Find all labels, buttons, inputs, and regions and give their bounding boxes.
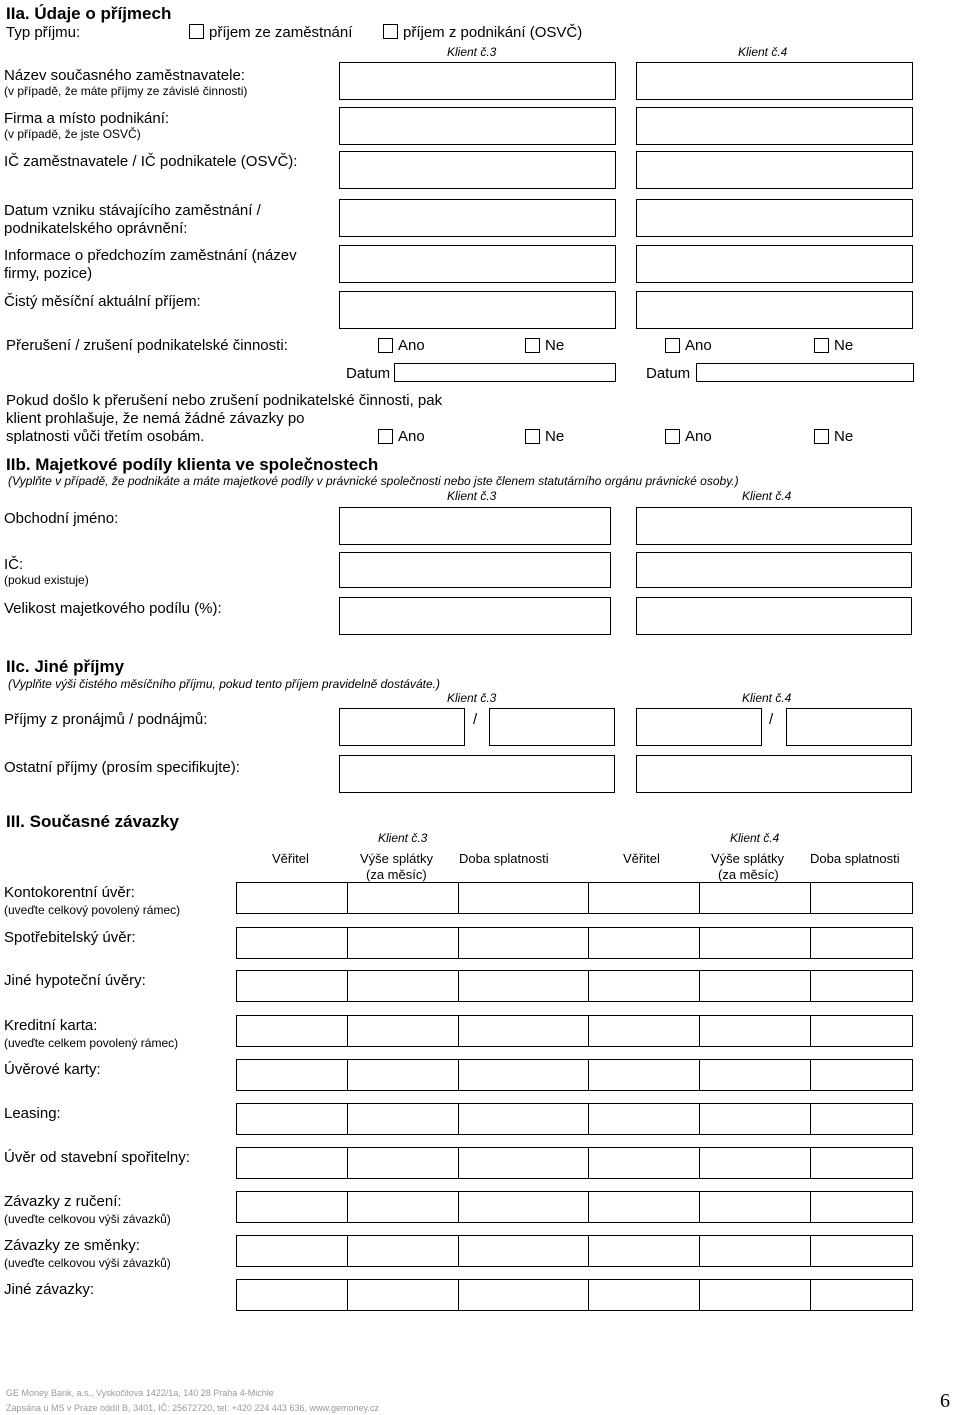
decl-yes-client3-label: Ano <box>398 428 425 445</box>
liability-payment-client3-field[interactable] <box>347 882 459 914</box>
firm-field-client4[interactable] <box>636 107 913 145</box>
employer-label: Název současného zaměstnavatele: <box>4 67 245 84</box>
liability-payment-client3-field[interactable] <box>347 1015 459 1047</box>
prev-label-1: Informace o předchozím zaměstnání (název <box>4 247 297 264</box>
liability-creditor-client4-field[interactable] <box>588 927 700 959</box>
section-c-note: (Vyplňte výši čistého měsíčního příjmu, pokud tento příjem pravidelně dostáváte.) <box>8 677 440 691</box>
liability-creditor-client3-field[interactable] <box>236 1059 348 1091</box>
decl-yes-client4-checkbox[interactable] <box>665 429 680 444</box>
liability-payment-client3-field[interactable] <box>347 927 459 959</box>
section-b-note: (Vyplňte v případě, že podnikáte a máte majetkové podíly v právnické společnosti nebo jste členem statutárního orgánu právnické osoby.) <box>8 474 739 488</box>
liability-creditor-client3-field[interactable] <box>236 882 348 914</box>
liability-label: Kreditní karta: <box>4 1017 98 1034</box>
liability-creditor-client3-field[interactable] <box>236 927 348 959</box>
rent-field-client3-b[interactable] <box>489 708 615 746</box>
date-label-2: podnikatelského oprávnění: <box>4 220 188 237</box>
liability-creditor-client4-field[interactable] <box>588 1235 700 1267</box>
liability-creditor-client4-field[interactable] <box>588 1059 700 1091</box>
company-ic-field-client3[interactable] <box>339 552 611 588</box>
section-3-title: III. Současné závazky <box>6 812 179 831</box>
other-income-field-client4[interactable] <box>636 755 912 793</box>
col-maturity-client3: Doba splatnosti <box>459 851 549 866</box>
rent-slash-client3: / <box>473 711 478 728</box>
ic-field-client4[interactable] <box>636 151 913 189</box>
liability-creditor-client4-field[interactable] <box>588 1147 700 1179</box>
liability-maturity-client4-field[interactable] <box>810 1235 913 1267</box>
col-payment-unit-client4: (za měsíc) <box>718 867 779 882</box>
interrupt-no-client3-label: Ne <box>545 337 565 354</box>
liability-payment-client4-field[interactable] <box>699 1147 811 1179</box>
decl-no-client4-label: Ne <box>834 428 854 445</box>
client4-header: Klient č.4 <box>738 45 788 59</box>
decl-yes-client3-checkbox[interactable] <box>378 429 393 444</box>
opt-business-label: příjem z podnikání (OSVČ) <box>403 24 583 41</box>
employer-field-client3[interactable] <box>339 62 616 100</box>
prev-field-client4[interactable] <box>636 245 913 283</box>
date-field-client4[interactable] <box>636 199 913 237</box>
rent-field-client4-a[interactable] <box>636 708 762 746</box>
rent-label: Příjmy z pronájmů / podnájmů: <box>4 711 208 728</box>
liability-maturity-client4-field[interactable] <box>810 1279 913 1311</box>
share-field-client4[interactable] <box>636 597 912 635</box>
datum-client3-label: Datum <box>346 365 391 382</box>
liability-payment-client3-field[interactable] <box>347 1059 459 1091</box>
date-label-1: Datum vzniku stávajícího zaměstnání / <box>4 202 261 219</box>
decl-no-client3-label: Ne <box>545 428 565 445</box>
liability-maturity-client4-field[interactable] <box>810 1103 913 1135</box>
income-type-label: Typ příjmu: <box>6 24 81 41</box>
liability-payment-client4-field[interactable] <box>699 1235 811 1267</box>
declaration-line-3: splatnosti vůči třetím osobám. <box>6 428 205 445</box>
ic-label: IČ zaměstnavatele / IČ podnikatele (OSVČ): <box>4 153 298 170</box>
section-b-title: IIb. Majetkové podíly klienta ve společnostech <box>6 455 379 474</box>
liability-maturity-client4-field[interactable] <box>810 1191 913 1223</box>
interrupt-yes-client4-checkbox[interactable] <box>665 338 680 353</box>
firm-label: Firma a místo podnikání: <box>4 110 170 127</box>
interrupt-no-client4-checkbox[interactable] <box>814 338 829 353</box>
liability-payment-client3-field[interactable] <box>347 1235 459 1267</box>
liability-maturity-client4-field[interactable] <box>810 882 913 914</box>
interrupt-yes-client3-checkbox[interactable] <box>378 338 393 353</box>
firm-field-client3[interactable] <box>339 107 616 145</box>
client3-header: Klient č.3 <box>447 45 497 59</box>
checkbox-employment[interactable] <box>189 24 204 39</box>
declaration-line-1: Pokud došlo k přerušení nebo zrušení podnikatelské činnosti, pak <box>6 392 443 409</box>
net-income-label: Čistý měsíční aktuální příjem: <box>4 293 201 310</box>
liability-payment-client3-field[interactable] <box>347 1103 459 1135</box>
interrupt-yes-client4-label: Ano <box>685 337 712 354</box>
section-3-client3: Klient č.3 <box>378 831 428 845</box>
liability-creditor-client3-field[interactable] <box>236 1103 348 1135</box>
section-c-title: IIc. Jiné příjmy <box>6 657 125 676</box>
interrupt-no-client4-label: Ne <box>834 337 854 354</box>
liability-creditor-client3-field[interactable] <box>236 1235 348 1267</box>
datum-field-client4[interactable] <box>696 363 914 382</box>
employer-field-client4[interactable] <box>636 62 913 100</box>
liability-creditor-client3-field[interactable] <box>236 1279 348 1311</box>
prev-label-2: firmy, pozice) <box>4 265 93 282</box>
liability-hint: (uveďte celkovou výši závazků) <box>4 1212 171 1226</box>
section-a-title: IIa. Údaje o příjmech <box>6 4 172 23</box>
footer-line-1: GE Money Bank, a.s., Vyskočilova 1422/1a, 140 28 Praha 4-Michle <box>6 1388 274 1398</box>
liability-creditor-client4-field[interactable] <box>588 970 700 1002</box>
liability-hint: (uveďte celkem povolený rámec) <box>4 1036 179 1050</box>
liability-hint: (uveďte celkový povolený rámec) <box>4 903 181 917</box>
datum-field-client3[interactable] <box>394 363 616 382</box>
employer-hint: (v případě, že máte příjmy ze závislé činnosti) <box>4 84 248 98</box>
share-label: Velikost majetkového podílu (%): <box>4 600 222 617</box>
company-ic-field-client4[interactable] <box>636 552 912 588</box>
date-field-client3[interactable] <box>339 199 616 237</box>
liability-payment-client4-field[interactable] <box>699 1191 811 1223</box>
share-field-client3[interactable] <box>339 597 611 635</box>
company-name-field-client3[interactable] <box>339 507 611 545</box>
liability-label: Úvěr od stavební spořitelny: <box>4 1149 190 1166</box>
liability-payment-client4-field[interactable] <box>699 1015 811 1047</box>
liability-maturity-client4-field[interactable] <box>810 1059 913 1091</box>
col-payment-client4: Výše splátky <box>711 851 784 866</box>
section-3-client4: Klient č.4 <box>730 831 780 845</box>
opt-employment-label: příjem ze zaměstnání <box>209 24 353 41</box>
rent-slash-client4: / <box>769 711 774 728</box>
liability-label: Spotřebitelský úvěr: <box>4 929 136 946</box>
liability-creditor-client4-field[interactable] <box>588 1015 700 1047</box>
liability-payment-client3-field[interactable] <box>347 1279 459 1311</box>
interrupt-yes-client3-label: Ano <box>398 337 425 354</box>
liability-creditor-client4-field[interactable] <box>588 1191 700 1223</box>
liability-creditor-client4-field[interactable] <box>588 882 700 914</box>
col-payment-unit-client3: (za měsíc) <box>366 867 427 882</box>
section-b-client4: Klient č.4 <box>742 489 792 503</box>
liability-payment-client4-field[interactable] <box>699 1103 811 1135</box>
liability-label: Závazky z ručení: <box>4 1193 122 1210</box>
page-number: 6 <box>940 1390 950 1412</box>
liability-hint: (uveďte celkovou výši závazků) <box>4 1256 171 1270</box>
liability-payment-client4-field[interactable] <box>699 1059 811 1091</box>
decl-no-client3-checkbox[interactable] <box>525 429 540 444</box>
section-c-client3: Klient č.3 <box>447 691 497 705</box>
liability-payment-client3-field[interactable] <box>347 1147 459 1179</box>
other-income-label: Ostatní příjmy (prosím specifikujte): <box>4 759 240 776</box>
liability-payment-client3-field[interactable] <box>347 1191 459 1223</box>
interrupt-no-client3-checkbox[interactable] <box>525 338 540 353</box>
liability-label: Kontokorentní úvěr: <box>4 884 135 901</box>
footer-line-2: Zapsána u MS v Praze oddíl B, 3401, IČ: 25672720, tel: +420 224 443 636, www.gemoney.cz <box>6 1403 379 1413</box>
company-ic-hint: (pokud existuje) <box>4 573 89 587</box>
checkbox-business[interactable] <box>383 24 398 39</box>
liability-creditor-client4-field[interactable] <box>588 1103 700 1135</box>
liability-maturity-client4-field[interactable] <box>810 970 913 1002</box>
liability-label: Jiné hypoteční úvěry: <box>4 972 146 989</box>
liability-label: Jiné závazky: <box>4 1281 95 1298</box>
rent-field-client4-b[interactable] <box>786 708 912 746</box>
interruption-label: Přerušení / zrušení podnikatelské činnosti: <box>6 337 288 354</box>
decl-yes-client4-label: Ano <box>685 428 712 445</box>
liability-payment-client4-field[interactable] <box>699 1279 811 1311</box>
ic-field-client3[interactable] <box>339 151 616 189</box>
liability-maturity-client4-field[interactable] <box>810 1015 913 1047</box>
liability-payment-client4-field[interactable] <box>699 927 811 959</box>
liability-payment-client4-field[interactable] <box>699 970 811 1002</box>
company-name-field-client4[interactable] <box>636 507 912 545</box>
section-b-client3: Klient č.3 <box>447 489 497 503</box>
datum-client4-label: Datum <box>646 365 691 382</box>
prev-field-client3[interactable] <box>339 245 616 283</box>
col-maturity-client4: Doba splatnosti <box>810 851 900 866</box>
declaration-line-2: klient prohlašuje, že nemá žádné závazky po <box>6 410 305 427</box>
liability-creditor-client3-field[interactable] <box>236 1191 348 1223</box>
liability-creditor-client3-field[interactable] <box>236 1147 348 1179</box>
net-income-field-client3[interactable] <box>339 291 616 329</box>
company-name-label: Obchodní jméno: <box>4 510 119 527</box>
firm-hint: (v případě, že jste OSVČ) <box>4 127 141 141</box>
company-ic-label: IČ: <box>4 556 24 573</box>
decl-no-client4-checkbox[interactable] <box>814 429 829 444</box>
liability-label: Závazky ze směnky: <box>4 1237 140 1254</box>
rent-field-client3-a[interactable] <box>339 708 465 746</box>
liability-creditor-client3-field[interactable] <box>236 970 348 1002</box>
liability-payment-client4-field[interactable] <box>699 882 811 914</box>
liability-maturity-client4-field[interactable] <box>810 927 913 959</box>
other-income-field-client3[interactable] <box>339 755 615 793</box>
col-creditor-client4: Věřitel <box>623 851 660 866</box>
col-payment-client3: Výše splátky <box>360 851 433 866</box>
col-creditor-client3: Věřitel <box>272 851 309 866</box>
liability-label: Úvěrové karty: <box>4 1061 101 1078</box>
section-c-client4: Klient č.4 <box>742 691 792 705</box>
liability-creditor-client3-field[interactable] <box>236 1015 348 1047</box>
liability-maturity-client4-field[interactable] <box>810 1147 913 1179</box>
net-income-field-client4[interactable] <box>636 291 913 329</box>
liability-creditor-client4-field[interactable] <box>588 1279 700 1311</box>
liability-label: Leasing: <box>4 1105 61 1122</box>
liability-payment-client3-field[interactable] <box>347 970 459 1002</box>
